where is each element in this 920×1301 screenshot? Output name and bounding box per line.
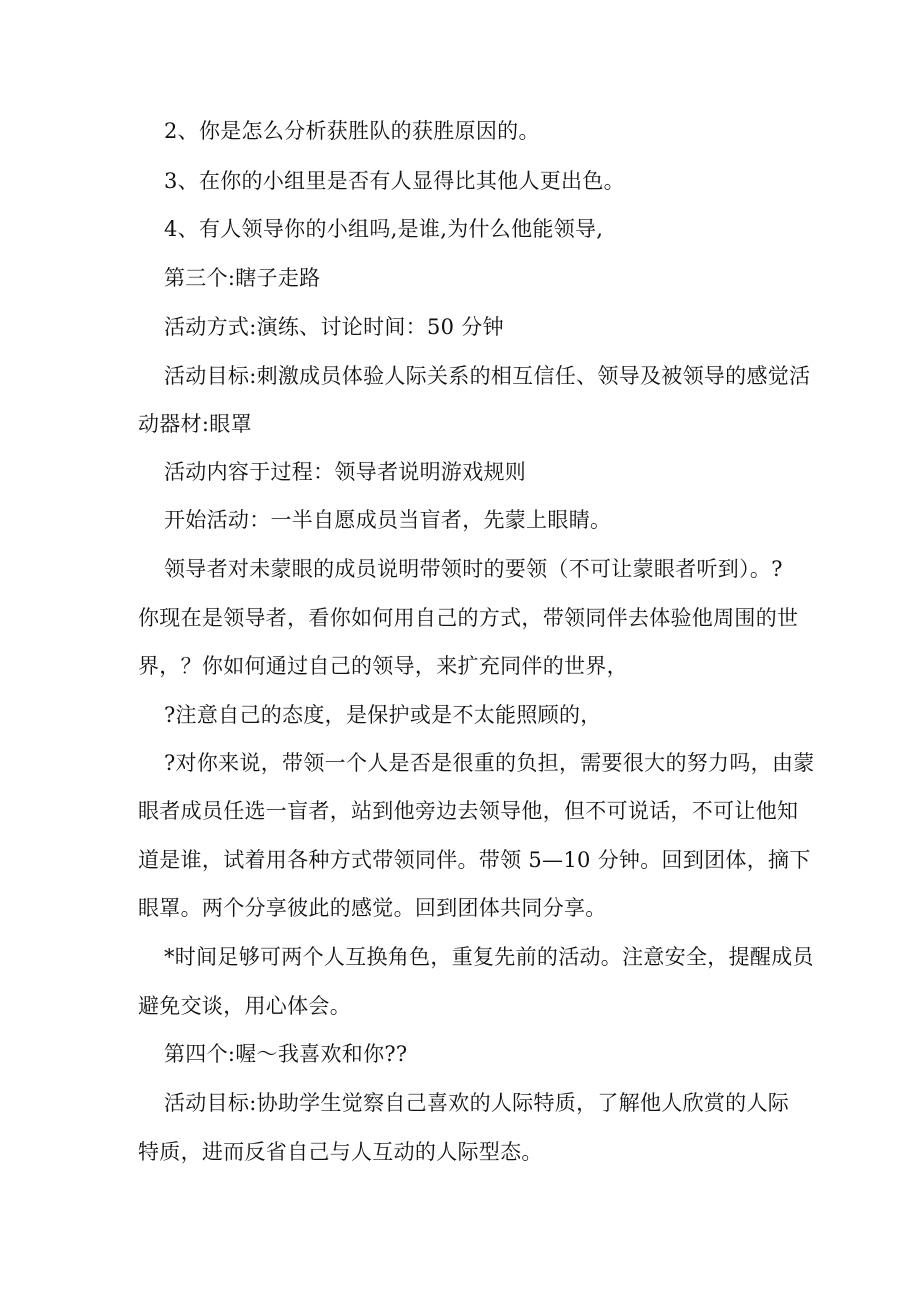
text-line-15: 眼者成员任选一盲者，站到他旁边去领导他，但不可说话，不可让他知 [138,799,799,823]
text-line-11: 你现在是领导者，看你如何用自己的方式，带领同伴去体验他周围的世 [138,606,799,630]
text-line-13: ?注意自己的态度，是保护或是不太能照顾的， [164,703,602,727]
text-line-6: 活动目标:刺激成员体验人际关系的相互信任、领导及被领导的感觉活 [164,364,811,388]
text-line-7: 动器材:眼罩 [138,412,252,436]
text-line-3: 4、有人领导你的小组吗,是谁,为什么他能领导, [164,217,604,241]
text-line-17: 眼罩。两个分享彼此的感觉。回到团体共同分享。 [138,896,607,920]
text-line-5: 活动方式:演练、讨论时间：50 分钟 [164,315,504,339]
text-line-22: 特质，进而反省自己与人互动的人际型态。 [138,1140,543,1164]
text-line-8: 活动内容于过程：领导者说明游戏规则 [164,460,527,484]
text-line-18: *时间足够可两个人互换角色，重复先前的活动。注意安全，提醒成员 [164,945,814,969]
text-line-21: 活动目标:协助学生觉察自己喜欢的人际特质，了解他人欣赏的人际 [164,1091,790,1115]
text-line-12: 界，？你如何通过自己的领导，来扩充同伴的世界， [138,654,628,678]
text-line-2: 3、在你的小组里是否有人显得比其他人更出色。 [164,169,625,193]
section-heading-4: 第四个:喔～我喜欢和你?? [164,1042,408,1066]
text-line-1: 2、你是怎么分析获胜队的获胜原因的。 [164,119,540,143]
text-line-9: 开始活动：一半自愿成员当盲者，先蒙上眼睛。 [164,508,612,532]
text-line-19: 避免交谈，用心体会。 [138,994,351,1018]
section-heading-3: 第三个:瞎子走路 [164,266,321,290]
text-line-10: 领导者对未蒙眼的成员说明带领时的要领（不可让蒙眼者听到）。? [164,557,783,581]
text-line-14: ?对你来说，带领一个人是否是很重的负担，需要很大的努力吗，由蒙 [164,751,815,775]
text-line-16: 道是谁，试着用各种方式带领同伴。带领 5—10 分钟。回到团体，摘下 [138,848,811,872]
